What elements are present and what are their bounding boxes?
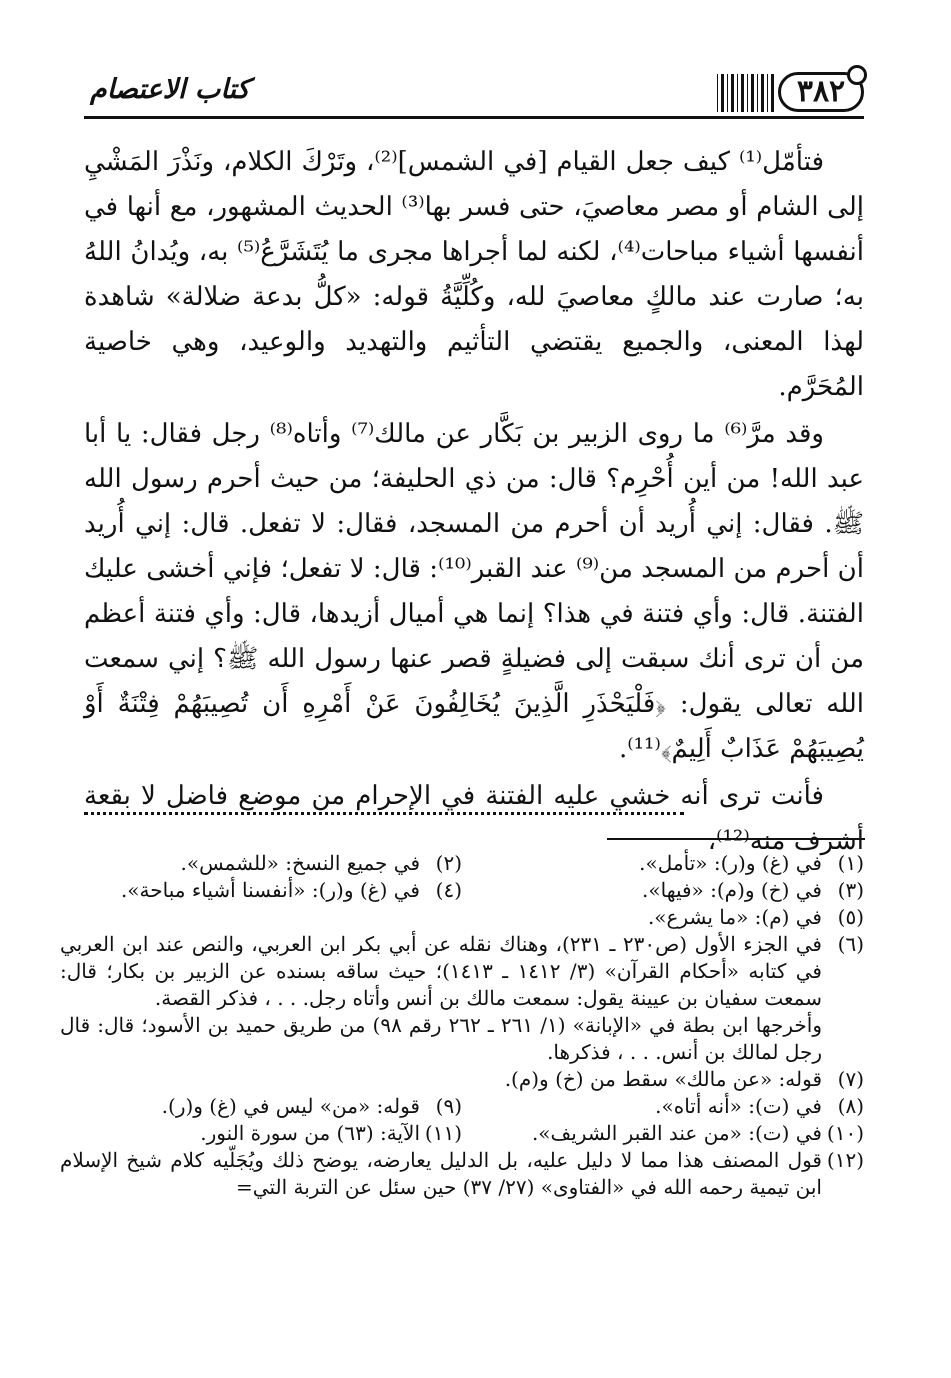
paragraph-1: فتأمّل⁽¹⁾ كيف جعل القيام [في الشمس]⁽²⁾، وتَرْكَ الكلام، ونَذْرَ المَشْيِ إلى الشام أو مصر معاصيَ، حتى فسر بها⁽³⁾ الحديث المشهور، مع أنها في أنفسها أشياء مباحات⁽⁴⁾، لكنه لما أجراها مجرى ما يُتَشَرَّعُ⁽⁵⁾ به، ويُدانُ اللهُ به؛ صارت عند مالكٍ معاصيَ لله، وكُلِّيَّةُ قوله: «كلُّ بدعة ضلالة» شاهدة لهذا المعنى، والجميع يقتضي التأثيم والتهديد والوعيد، وهي خاصية المُحَرَّم.	[84, 147, 864, 402]
footnotes	[60, 850, 864, 1201]
page-header	[84, 66, 864, 122]
footnote-number: (١٠)	[826, 1121, 864, 1145]
footnote-number: (٨)	[837, 1094, 864, 1118]
footnote-row	[60, 1120, 864, 1147]
continuation-dots	[84, 812, 684, 815]
page-number-text: ٣٨٢	[796, 74, 846, 109]
footnote-number: (٩)	[435, 1094, 462, 1118]
footnote-text-continued: وأخرجها ابن بطة في «الإبانة» (١/ ٢٦١ ـ ٢٦٢ رقم ٩٨) من طريق حميد بن الأسود؛ قال: قال رجل لمالك بن أنس. . . ، فذكرها.	[60, 1013, 822, 1064]
main-text	[84, 140, 864, 864]
footnote-5	[60, 904, 864, 931]
footnote-number: (١)	[837, 851, 864, 875]
footnote-6	[60, 931, 864, 1066]
page-number	[778, 72, 864, 112]
footnote-row	[60, 1093, 864, 1120]
footnote-number: (٢)	[435, 851, 462, 875]
footnote-7	[60, 1066, 864, 1093]
footnote-number: (٥)	[837, 905, 864, 929]
footnote-row	[60, 850, 864, 877]
paragraph-3: فأنت ترى أنه خشي عليه الفتنة في الإحرام من موضع فاضل لا بقعة أشرف منه⁽¹²⁾،	[84, 781, 864, 856]
footnote-text: في (غ) و(ر): «أنفسنا أشياء مباحة».	[120, 878, 420, 902]
footnote-number: (٣)	[837, 878, 864, 902]
footnote-row	[60, 877, 864, 904]
footnote-number: (١٢)	[826, 1148, 864, 1172]
footnote-number: (١١)	[424, 1121, 462, 1145]
footnote-text: الآية: (٦٣) من سورة النور.	[200, 1121, 420, 1145]
footnote-rule	[607, 838, 865, 840]
footnote-text: في (م): «ما يشرع».	[647, 905, 822, 929]
footnote-text: في (ت): «أنه أتاه».	[655, 1094, 822, 1118]
footnote-text: قوله: «من» ليس في (غ) و(ر).	[161, 1094, 420, 1118]
paragraph-2: وقد مرَّ⁽⁶⁾ ما روى الزبير بن بَكَّار عن مالك⁽⁷⁾ وأتاه⁽⁸⁾ رجل فقال: يا أبا عبد الله! من أين أُحْرِم؟ قال: من ذي الحليفة؛ من حيث أحرم رسول الله ﷺ. فقال: إني أُريد أن أحرم من المسجد، فقال: لا تفعل. قال: إني أُريد أن أحرم من المسجد من⁽⁹⁾ عند القبر⁽¹⁰⁾: قال: لا تفعل؛ فإني أخشى عليك الفتنة. قال: وأي فتنة في هذا؟ إنما هي أميال أزيدها، قال: وأي فتنة أعظم من أن ترى أنك سبقت إلى فضيلةٍ قصر عنها رسول الله ﷺ؟ إني سمعت الله تعالى يقول: ﴿فَلْيَحْذَرِ الَّذِينَ يُخَالِفُونَ عَنْ أَمْرِهِ أَن تُصِيبَهُمْ فِتْنَةٌ أَوْ يُصِيبَهُمْ عَذَابٌ أَلِيمٌ﴾⁽¹¹⁾.	[84, 419, 864, 764]
footnote-text: قول المصنف هذا مما لا دليل عليه، بل الدليل يعارضه، يوضح ذلك ويُجَلّيه كلام شيخ الإسلام ابن تيمية رحمه الله في «الفتاوى» (٢٧/ ٣٧) حين سئل عن التربة التي=	[60, 1148, 822, 1199]
header-ornament	[714, 74, 774, 112]
footnote-text: قوله: «عن مالك» سقط من (خ) و(م).	[504, 1067, 822, 1091]
footnote-text: في (خ) و(م): «فيها».	[642, 878, 822, 902]
footnote-number: (٧)	[837, 1067, 864, 1091]
footnote-number: (٤)	[435, 878, 462, 902]
footnote-text: في الجزء الأول (ص٢٣٠ ـ ٢٣١)، وهناك نقله عن أبي بكر ابن العربي، والنص عند ابن العربي في كتابه «أحكام القرآن» (٣/ ١٤١٢ ـ ١٤١٣)؛ حيث ساقه بسنده عن الزبير بن بكار؛ قال: سمعت سفيان بن عيينة يقول: سمعت مالك بن أنس وأتاه رجل. . . ، فذكر القصة.	[60, 932, 822, 1010]
footnote-text: في (غ) و(ر): «تأمل».	[639, 851, 822, 875]
footnote-12	[60, 1147, 864, 1201]
footnote-text: في (ت): «من عند القبر الشريف».	[531, 1121, 822, 1145]
footnote-text: في جميع النسخ: «للشمس».	[180, 851, 420, 875]
book-title: كتاب الاعتصام	[90, 74, 250, 105]
header-rule	[84, 116, 864, 119]
footnote-number: (٦)	[837, 932, 864, 956]
